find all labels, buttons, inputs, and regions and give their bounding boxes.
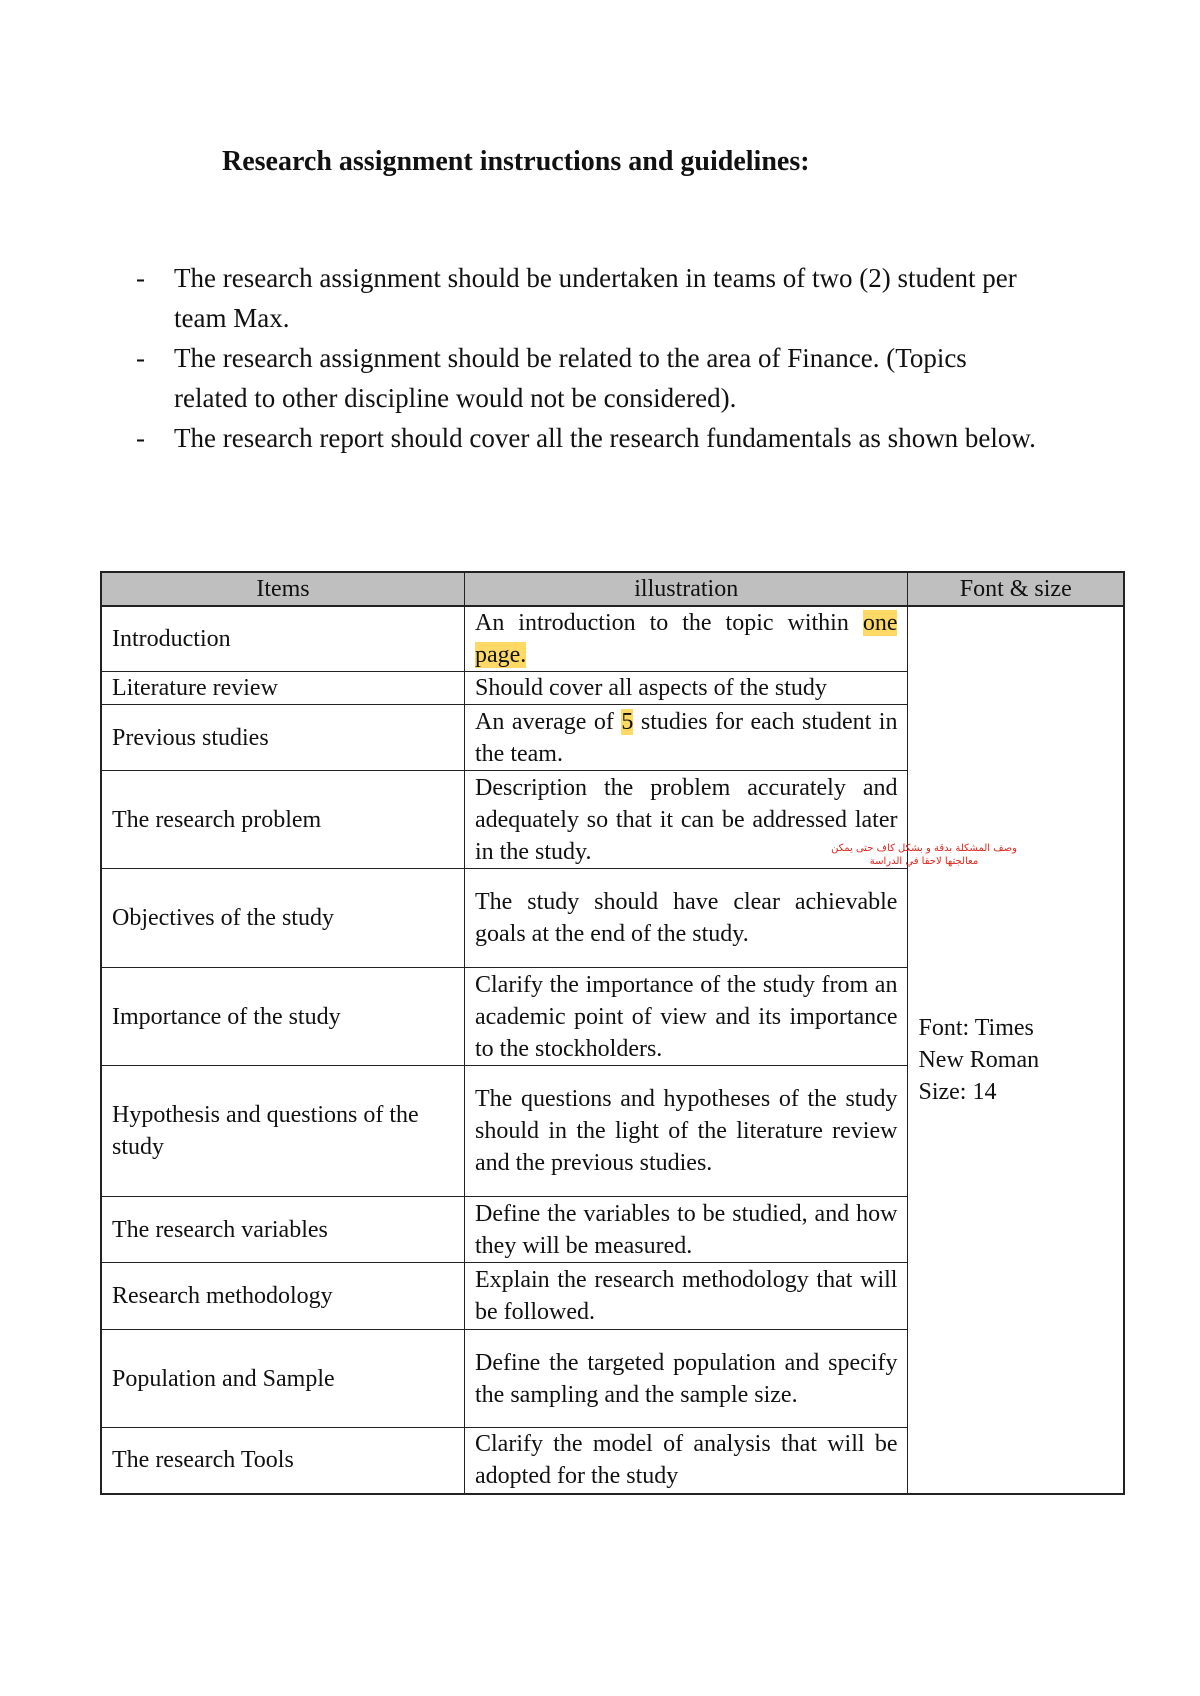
item-cell: Population and Sample: [101, 1330, 465, 1428]
item-cell: Importance of the study: [101, 968, 465, 1066]
bullet-text: The research assignment should be undertaken in teams of two (2) student per team Max.: [174, 263, 1017, 333]
illustration-cell: Description the problem accurately and adequately so that it can be addressed later in the study.: [465, 771, 908, 869]
header-font-size: Font & size: [908, 572, 1124, 606]
header-illustration: illustration: [465, 572, 908, 606]
bullet-text: The research report should cover all the research fundamentals as shown below.: [174, 423, 1036, 453]
item-cell: Introduction: [101, 606, 465, 672]
bullet-dash: -: [136, 423, 145, 453]
bullet-text: The research assignment should be related to the area of Finance. (Topics related to other discipline would not be considered).: [174, 343, 967, 413]
guidelines-table: [100, 571, 1125, 1495]
illustration-cell: Clarify the model of analysis that will be adopted for the study: [465, 1428, 908, 1494]
bullet-dash: -: [136, 343, 145, 373]
illustration-cell: Define the targeted population and specify the sampling and the sample size.: [465, 1330, 908, 1428]
item-cell: The research Tools: [101, 1428, 465, 1494]
item-cell: Hypothesis and questions of the study: [101, 1066, 465, 1197]
illustration-cell: [465, 606, 908, 672]
table-header-row: [101, 572, 1124, 606]
illustration-cell: [465, 705, 908, 771]
table-row: [101, 606, 1124, 672]
illustration-text: An introduction to the topic within: [475, 610, 863, 636]
list-item: [136, 258, 1036, 338]
page-title: Research assignment instructions and guidelines:: [222, 146, 810, 177]
highlighted-text: one page.: [475, 610, 898, 668]
list-item: [136, 338, 1036, 418]
illustration-cell: The study should have clear achievable goals at the end of the study.: [465, 869, 908, 968]
illustration-cell: Clarify the importance of the study from an academic point of view and its importance to the stockholders.: [465, 968, 908, 1066]
item-cell: The research problem: [101, 771, 465, 869]
font-note-line: New Roman: [918, 1046, 1040, 1073]
instruction-list: [136, 258, 1036, 458]
header-items: Items: [101, 572, 465, 606]
item-cell: Research methodology: [101, 1263, 465, 1330]
illustration-cell: The questions and hypotheses of the study should in the light of the literature review and the previous studies.: [465, 1066, 908, 1197]
font-note: [918, 1012, 1113, 1108]
item-cell: The research variables: [101, 1197, 465, 1263]
illustration-cell: Explain the research methodology that will be followed.: [465, 1263, 908, 1330]
illustration-text: studies for each student in the team.: [475, 708, 898, 767]
highlighted-text: 5: [621, 708, 634, 735]
item-cell: Previous studies: [101, 705, 465, 771]
list-item: [136, 418, 1036, 458]
illustration-text: An average of: [475, 708, 622, 735]
font-note-line: Size: 14: [918, 1078, 997, 1105]
font-note-line: Font: Times: [918, 1014, 1034, 1041]
illustration-cell: Define the variables to be studied, and how they will be measured.: [465, 1197, 908, 1263]
font-size-cell: [908, 606, 1124, 1494]
item-cell: Literature review: [101, 672, 465, 705]
illustration-cell: Should cover all aspects of the study: [465, 672, 908, 705]
bullet-dash: -: [136, 263, 145, 293]
arabic-annotation: وصف المشكلة بدقة و بشكل كاف حتى يمكن معالجتها لاحقا في الدراسة: [831, 843, 1017, 867]
item-cell: Objectives of the study: [101, 869, 465, 968]
